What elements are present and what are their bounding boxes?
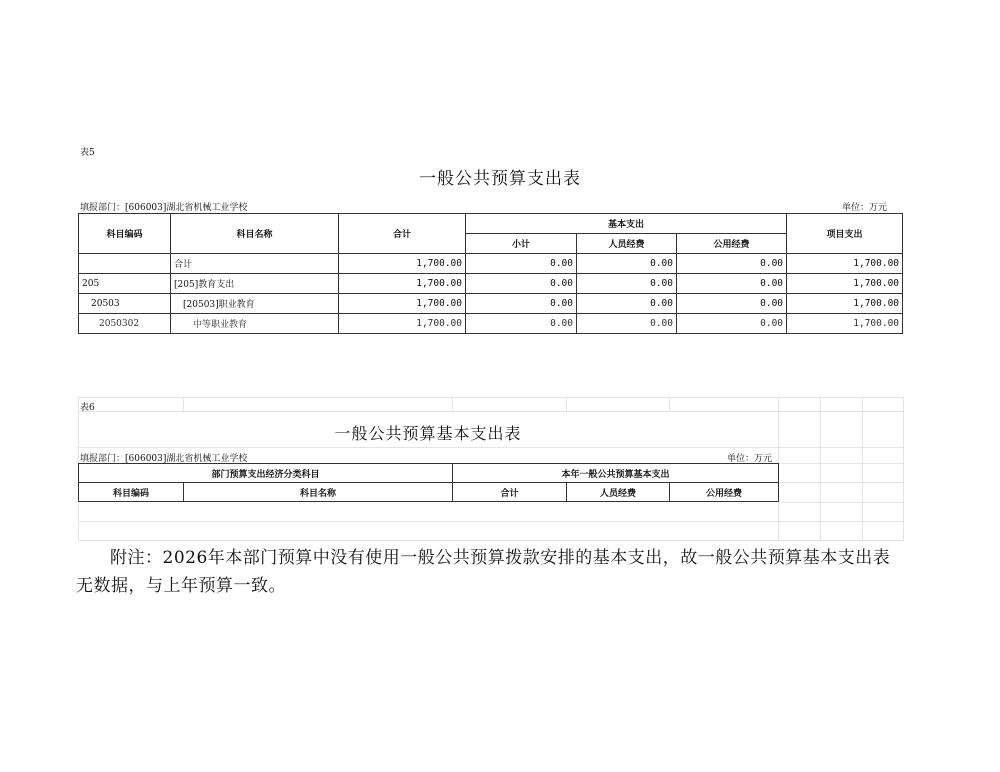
row-public: 0.00 — [677, 254, 787, 274]
table6-label: 表6 — [80, 403, 95, 413]
row-name: [20503]职业教育 — [171, 294, 339, 314]
row-project: 1,700.00 — [787, 274, 903, 294]
row-total: 1,700.00 — [339, 314, 466, 334]
row-code: 20503 — [79, 294, 171, 314]
row-personnel: 0.00 — [577, 294, 677, 314]
header-name: 科目名称 — [184, 483, 453, 502]
header-public: 公用经费 — [670, 483, 779, 502]
row-total: 1,700.00 — [339, 274, 466, 294]
header-name: 科目名称 — [171, 214, 339, 254]
row-public: 0.00 — [677, 314, 787, 334]
table-row — [79, 274, 903, 294]
row-project: 1,700.00 — [787, 314, 903, 334]
row-name: 中等职业教育 — [171, 314, 339, 334]
header-basic-expenditure: 本年一般公共预算基本支出 — [453, 464, 779, 483]
row-public: 0.00 — [677, 294, 787, 314]
header-basic: 基本支出 — [466, 214, 787, 234]
row-total: 1,700.00 — [339, 254, 466, 274]
header-project: 项目支出 — [787, 214, 903, 254]
table-row — [79, 254, 903, 274]
table5-label: 表5 — [80, 148, 95, 158]
row-project: 1,700.00 — [787, 254, 903, 274]
table6-department: 填报部门：[606003]湖北省机械工业学校 — [80, 454, 248, 464]
table5-department: 填报部门：[606003]湖北省机械工业学校 — [80, 203, 248, 213]
footnote: 附注：2026年本部门预算中没有使用一般公共预算拨款安排的基本支出，故一般公共预算基本支出表无数据，与上年预算一致。 — [76, 548, 891, 596]
row-public: 0.00 — [677, 274, 787, 294]
row-code: 2050302 — [79, 314, 171, 334]
header-code: 科目编码 — [79, 214, 171, 254]
row-name: 合计 — [171, 254, 339, 274]
header-personnel: 人员经费 — [567, 483, 670, 502]
row-code — [79, 254, 171, 274]
row-name: [205]教育支出 — [171, 274, 339, 294]
header-total: 合计 — [339, 214, 466, 254]
row-subtotal: 0.00 — [466, 254, 577, 274]
table6-unit: 单位：万元 — [727, 454, 773, 464]
header-total: 合计 — [453, 483, 567, 502]
table-row — [79, 294, 903, 314]
table6-title: 一般公共预算基本支出表 — [334, 424, 522, 443]
table-row — [79, 314, 903, 334]
header-economic-class: 部门预算支出经济分类科目 — [79, 464, 453, 483]
header-code: 科目编码 — [79, 483, 184, 502]
row-personnel: 0.00 — [577, 314, 677, 334]
row-subtotal: 0.00 — [466, 294, 577, 314]
header-personnel: 人员经费 — [577, 234, 677, 254]
row-code: 205 — [79, 274, 171, 294]
header-public: 公用经费 — [677, 234, 787, 254]
row-personnel: 0.00 — [577, 254, 677, 274]
table5-title: 一般公共预算支出表 — [419, 169, 581, 189]
row-subtotal: 0.00 — [466, 314, 577, 334]
budget-expenditure-table — [78, 213, 903, 334]
basic-expenditure-table — [78, 463, 779, 502]
row-subtotal: 0.00 — [466, 274, 577, 294]
row-project: 1,700.00 — [787, 294, 903, 314]
row-personnel: 0.00 — [577, 274, 677, 294]
table5-unit: 单位：万元 — [842, 203, 888, 213]
row-total: 1,700.00 — [339, 294, 466, 314]
header-subtotal: 小计 — [466, 234, 577, 254]
